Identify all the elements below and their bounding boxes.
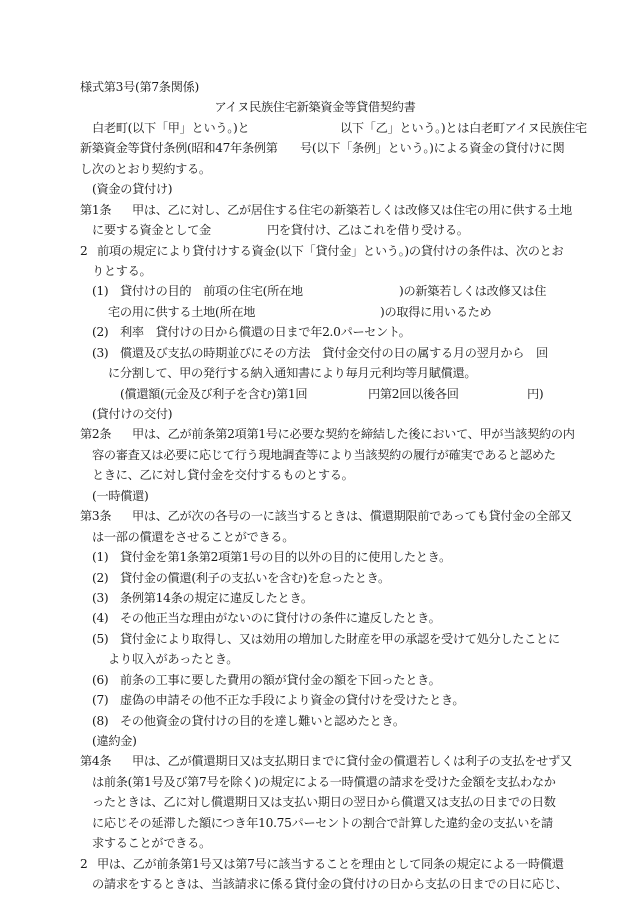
article-1-item-3-f: 円) (527, 386, 544, 401)
list-item-number: (7) (92, 693, 109, 708)
article-3-number: 第3条 (80, 509, 112, 524)
article-2-number: 第2条 (80, 427, 112, 442)
list-item: 貸付金を第1条第2項第1号の目的以外の目的に使用したとき。 (120, 550, 451, 564)
article-4-line-3: ったときは、乙に対し償還期日又は支払い期日の翌日から償還又は支払の日までの日数 (92, 795, 556, 810)
list-item-number: (2) (92, 570, 109, 585)
list-item: その他正当な理由がないのに貸付けの条件に違反したとき。 (120, 611, 441, 626)
list-item-number: (5) (92, 631, 109, 646)
article-1-number: 第1条 (80, 202, 112, 217)
article-4-line-4: に応じその延滞した額につき年10.75パーセントの割合で計算した違約金の支払いを請 (92, 815, 553, 830)
article-1-para-2-number: 2 (80, 243, 88, 258)
article-1-para-2-line-1: 前項の規定により貸付けする資金(以下「貸付金」という。)の貸付けの条件は、次のとお (97, 243, 564, 258)
article-1-line-1: 甲は、乙に対し、乙が居住する住宅の新築若しくは改修又は住宅の用に供する土地 (132, 202, 572, 217)
preamble-party-a: 白老町(以下「甲」という。)と (92, 120, 250, 135)
article-1-item-1-d: )の取得に用いるため (380, 304, 492, 319)
document-title: アイヌ民族住宅新築資金等貸借契約書 (214, 99, 416, 114)
list-item-continuation: より収入があったとき。 (108, 652, 239, 667)
article-1-item-1-b: )の新築若しくは改修又は住 (399, 284, 547, 299)
article-1-item-3-b: 回 (536, 345, 548, 360)
list-item: 貸付金の償還(利子の支払いを含む)を怠ったとき。 (120, 570, 390, 585)
list-item: 前条の工事に要した費用の額が貸付金の額を下回ったとき。 (120, 672, 441, 687)
article-3-heading: (一時償還) (92, 488, 149, 503)
preamble-closing: し次のとおり契約する。 (80, 161, 211, 176)
preamble-party-b: 以下「乙」という。)とは白老町アイヌ民族住宅 (340, 120, 587, 135)
article-4-line-1: 甲は、乙が償還期日又は支払期日までに貸付金の償還若しくは利子の支払をせず又 (132, 754, 572, 769)
article-1-item-1-number: (1) (92, 284, 109, 299)
article-4-line-5: 求することができる。 (92, 836, 211, 851)
article-1-item-3-number: (3) (92, 345, 109, 360)
list-item: 貸付金により取得し、又は効用の増加した財産を甲の承認を受けて処分したことに (120, 631, 560, 646)
article-4-para-2-line-2: の請求をするときは、当該請求に係る貸付金の貸付けの日から支払の日までの日に応じ、 (92, 877, 568, 891)
article-2-line-3: ときに、乙に対し貸付金を交付するものとする。 (92, 468, 354, 483)
form-number: 様式第3号(第7条関係) (80, 80, 199, 94)
article-4-number: 第4条 (80, 754, 112, 769)
preamble-ordinance-2: 号(以下「条例」という。)による資金の貸付けに関 (300, 141, 565, 156)
article-1-item-3-c: に分割して、甲の発行する納入通知書により毎月元利均等月賦償還。 (108, 366, 477, 381)
list-item: その他資金の貸付けの目的を達し難いと認めたとき。 (120, 713, 405, 728)
article-3-line-2: は一部の償還をさせることができる。 (92, 529, 295, 544)
article-4-line-2: は前条(第1号及び第7号を除く)の規定による一時償還の請求を受けた金額を支払わなか (92, 774, 556, 789)
list-item: 条例第14条の規定に違反したとき。 (120, 590, 313, 605)
article-1-line-2a: に要する資金として金 (92, 223, 211, 238)
article-2-line-1: 甲は、乙が前条第2項第1号に必要な契約を締結した後において、甲が当該契約の内 (132, 427, 575, 442)
article-1-item-1-c: 宅の用に供する土地(所在地 (108, 304, 256, 319)
article-2-heading: (貸付けの交付) (92, 407, 173, 421)
article-1-item-1-a: 貸付けの目的 前項の住宅(所在地 (120, 284, 303, 299)
article-1-item-3-a: 償還及び支払の時期並びにその方法 貸付金交付の日の属する月の翌月から (120, 345, 525, 360)
article-1-item-3-e: 円第2回以後各回 (368, 386, 459, 401)
article-3-line-1: 甲は、乙が次の各号の一に該当するときは、償還期限前であっても貸付金の全部又 (132, 509, 572, 524)
article-4-para-2-line-1: 甲は、乙が前条第1号又は第7号に該当することを理由として同条の規定による一時償還 (97, 856, 564, 871)
list-item-number: (1) (92, 550, 109, 564)
article-1-line-2b: 円を貸付け、乙はこれを借り受ける。 (267, 223, 469, 238)
article-1-heading: (資金の貸付け) (92, 182, 173, 197)
list-item-number: (3) (92, 590, 109, 605)
article-1-item-2-number: (2) (92, 325, 109, 340)
article-1-item-3-d: (償還額(元金及び利子を含む)第1回 (120, 386, 308, 401)
list-item-number: (6) (92, 672, 109, 687)
list-item-number: (4) (92, 611, 109, 626)
list-item: 虚偽の申請その他不正な手段により資金の貸付けを受けたとき。 (120, 693, 465, 708)
article-1-para-2-line-2: りとする。 (92, 263, 152, 278)
article-4-para-2-number: 2 (80, 856, 88, 871)
article-2-line-2: 容の審査又は必要に応じて行う現地調査等により当該契約の履行が確実であると認めた (92, 447, 556, 462)
list-item-number: (8) (92, 713, 109, 728)
preamble-ordinance-1: 新築資金等貸付条例(昭和47年条例第 (80, 141, 278, 156)
article-4-heading: (違約金) (92, 733, 137, 748)
article-1-item-2-text: 利率 貸付けの日から償還の日まで年2.0パーセント。 (120, 325, 411, 340)
